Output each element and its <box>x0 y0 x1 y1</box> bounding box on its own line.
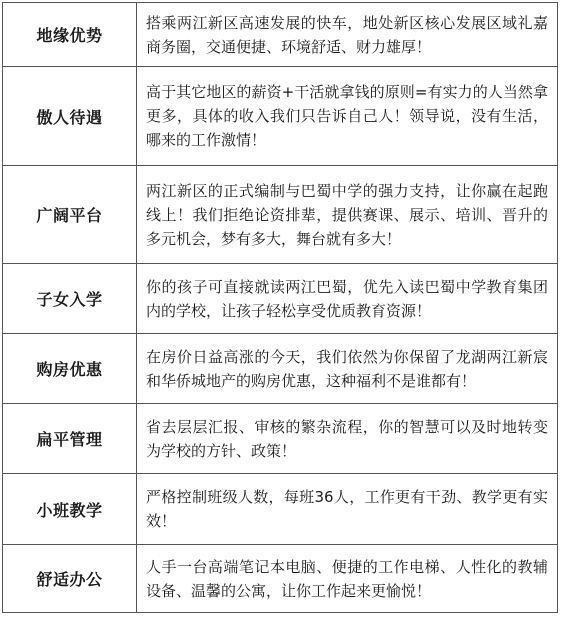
row-description-platform: 两江新区的正式编制与巴蜀中学的强力支持，让你赢在起跑线上！我们拒绝论资排辈，提供赛课、展示、培训、晋升的多元机会，梦有多大，舞台就有多大！ <box>137 166 558 264</box>
row-description-location: 搭乘两江新区高速发展的快车，地处新区核心发展区域礼嘉商务圈，交通便捷、环境舒适、财力雄厚！ <box>137 3 558 67</box>
table-row <box>3 264 558 334</box>
table-row <box>3 545 558 613</box>
row-description-housing: 在房价日益高涨的今天，我们依然为你保留了龙湖两江新宸和华侨城地产的购房优惠，这种福利不是谁都有！ <box>137 334 558 404</box>
row-description-salary: 高于其它地区的薪资+干活就拿钱的原则=有实力的人当然拿更多，具体的收入我们只告诉自己人！领导说，没有生活，哪来的工作激情！ <box>137 67 558 166</box>
row-label-location: 地缘优势 <box>3 3 137 67</box>
row-label-small-class: 小班教学 <box>3 474 137 545</box>
row-label-children-school: 子女入学 <box>3 264 137 334</box>
row-label-salary: 傲人待遇 <box>3 67 137 166</box>
row-label-office: 舒适办公 <box>3 545 137 613</box>
row-label-management: 扁平管理 <box>3 404 137 474</box>
benefits-table <box>2 2 558 613</box>
row-description-management: 省去层层汇报、审核的繁杂流程，你的智慧可以及时地转变为学校的方针、政策！ <box>137 404 558 474</box>
table-row <box>3 3 558 67</box>
row-label-platform: 广阔平台 <box>3 166 137 264</box>
table-row <box>3 474 558 545</box>
table-row <box>3 334 558 404</box>
row-description-small-class: 严格控制班级人数，每班36人，工作更有干劲、教学更有实效！ <box>137 474 558 545</box>
table-row <box>3 404 558 474</box>
table-row <box>3 166 558 264</box>
row-description-children-school: 你的孩子可直接就读两江巴蜀，优先入读巴蜀中学教育集团内的学校，让孩子轻松享受优质教育资源！ <box>137 264 558 334</box>
row-label-housing: 购房优惠 <box>3 334 137 404</box>
table-row <box>3 67 558 166</box>
row-description-office: 人手一台高端笔记本电脑、便捷的工作电梯、人性化的教辅设备、温馨的公寓，让你工作起来更愉悦！ <box>137 545 558 613</box>
